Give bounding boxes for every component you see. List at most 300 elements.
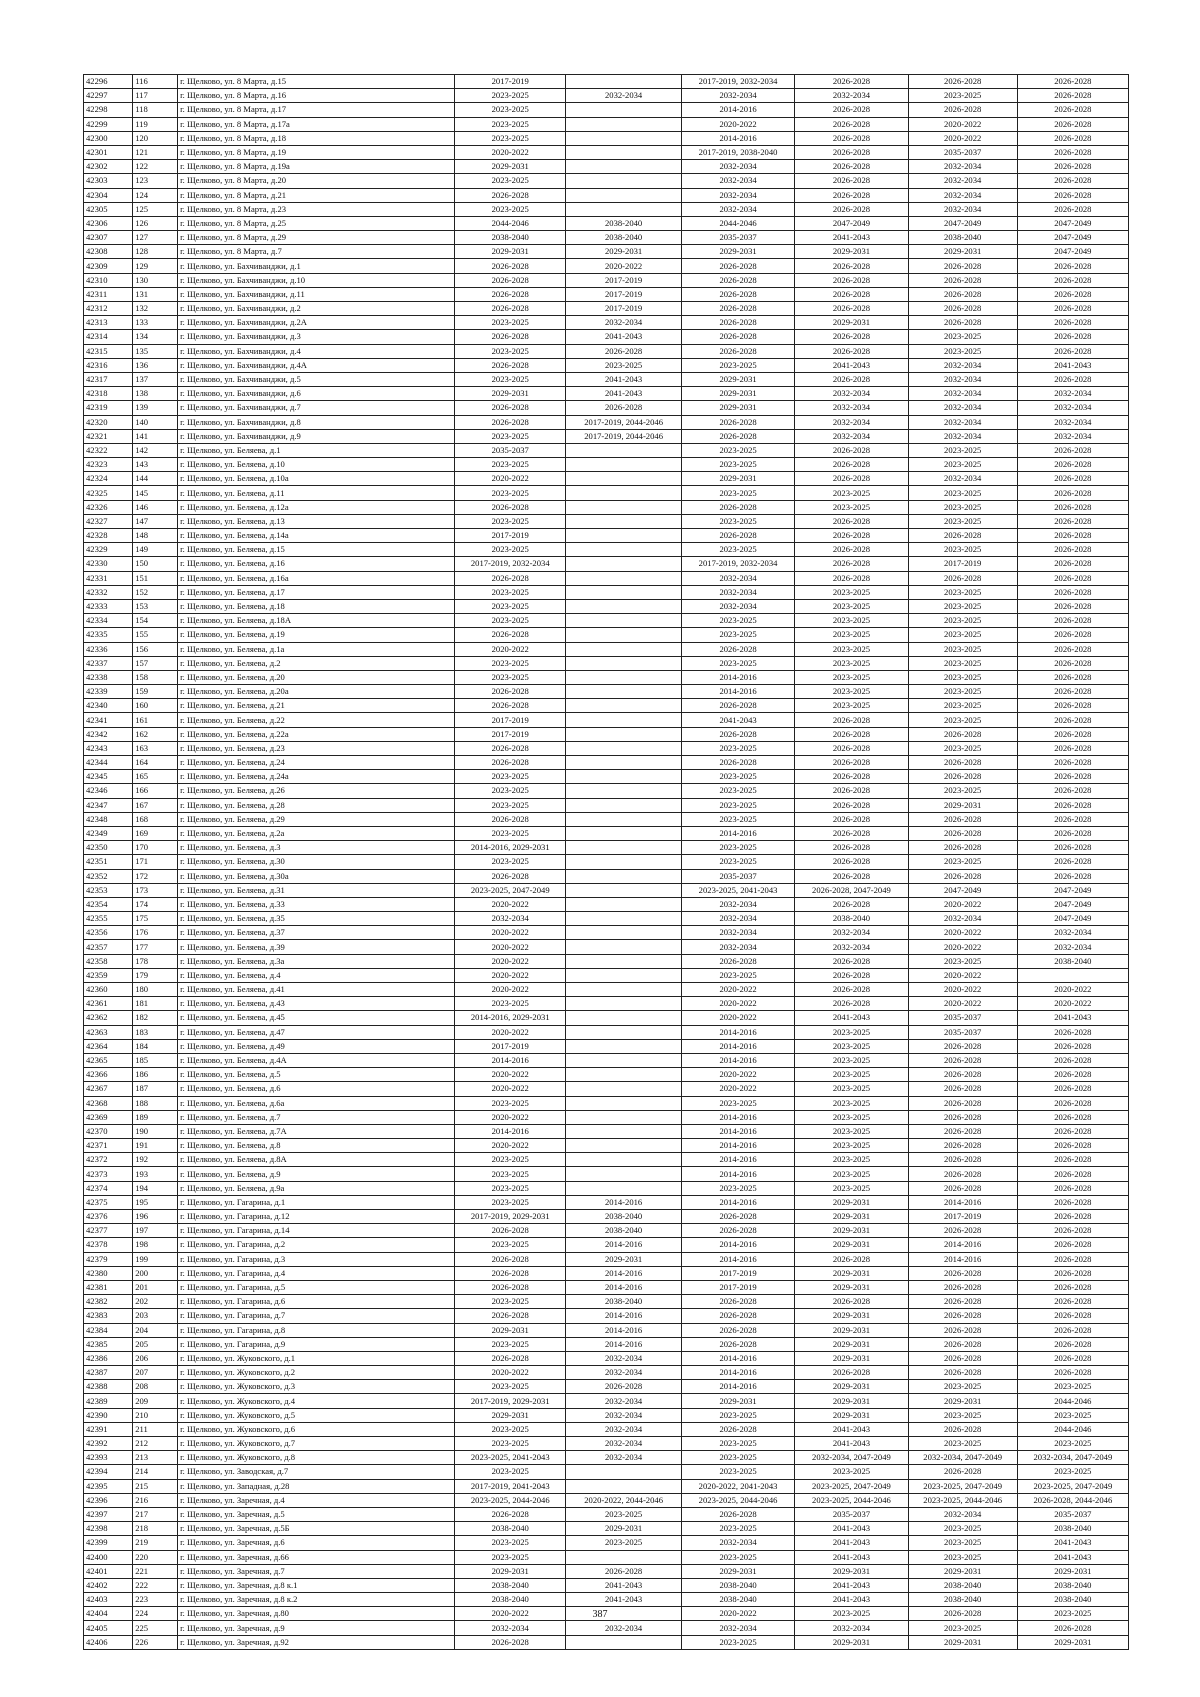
record-id-cell: 42314 [84, 330, 133, 344]
address-cell: г. Щелково, ул. Беляева, д.7А [178, 1124, 455, 1138]
address-cell: г. Щелково, ул. Жуковского, д.5 [178, 1408, 455, 1422]
period-cell: 2029-2031 [795, 1351, 908, 1365]
period-cell: 2017-2019, 2044-2046 [566, 415, 682, 429]
table-row [84, 1252, 1129, 1266]
address-cell: г. Щелково, ул. Гагарина, д.1 [178, 1195, 455, 1209]
table-row [84, 103, 1129, 117]
period-cell: 2032-2034 [1017, 401, 1128, 415]
period-cell: 2017-2019 [908, 1210, 1017, 1224]
period-cell: 2026-2028 [1017, 685, 1128, 699]
period-cell: 2044-2046 [681, 216, 794, 230]
period-cell: 2032-2034 [1017, 387, 1128, 401]
period-cell: 2014-2016 [566, 1266, 682, 1280]
period-cell: 2032-2034 [566, 1394, 682, 1408]
period-cell: 2026-2028 [1017, 727, 1128, 741]
period-cell: 2023-2025 [908, 1621, 1017, 1635]
period-cell: 2014-2016 [566, 1323, 682, 1337]
address-cell: г. Щелково, ул. Беляева, д.20 [178, 670, 455, 684]
table-row [84, 1295, 1129, 1309]
period-cell: 2023-2025 [795, 1082, 908, 1096]
record-id-cell: 42357 [84, 940, 133, 954]
table-row [84, 1224, 1129, 1238]
record-id-cell: 42336 [84, 642, 133, 656]
row-number-cell: 160 [133, 699, 178, 713]
period-cell: 2023-2025 [908, 330, 1017, 344]
period-cell: 2026-2028 [795, 983, 908, 997]
period-cell: 2026-2028 [1017, 826, 1128, 840]
table-row [84, 1210, 1129, 1224]
address-cell: г. Щелково, ул. Беляева, д.16 [178, 557, 455, 571]
record-id-cell: 42315 [84, 344, 133, 358]
period-cell: 2032-2034 [908, 160, 1017, 174]
address-cell: г. Щелково, ул. Бахчиванджи, д.8 [178, 415, 455, 429]
row-number-cell: 215 [133, 1479, 178, 1493]
table-row [84, 571, 1129, 585]
period-cell [566, 1139, 682, 1153]
period-cell: 2029-2031 [795, 1309, 908, 1323]
period-cell: 2026-2028 [1017, 1153, 1128, 1167]
address-cell: г. Щелково, ул. Беляева, д.4А [178, 1053, 455, 1067]
record-id-cell: 42361 [84, 997, 133, 1011]
row-number-cell: 167 [133, 798, 178, 812]
table-row [84, 458, 1129, 472]
period-cell: 2020-2022 [908, 131, 1017, 145]
period-cell: 2026-2028 [681, 302, 794, 316]
period-cell: 2026-2028 [795, 741, 908, 755]
row-number-cell: 169 [133, 826, 178, 840]
row-number-cell: 201 [133, 1280, 178, 1294]
period-cell: 2026-2028 [1017, 855, 1128, 869]
period-cell: 2026-2028 [908, 1422, 1017, 1436]
row-number-cell: 138 [133, 387, 178, 401]
period-cell: 2020-2022 [455, 954, 566, 968]
period-cell: 2038-2040 [908, 231, 1017, 245]
row-number-cell: 226 [133, 1635, 178, 1649]
address-cell: г. Щелково, ул. Гагарина, д.8 [178, 1323, 455, 1337]
period-cell: 2023-2025 [908, 1536, 1017, 1550]
period-cell: 2017-2019 [681, 1280, 794, 1294]
period-cell: 2026-2028 [795, 103, 908, 117]
row-number-cell: 198 [133, 1238, 178, 1252]
period-cell: 2026-2028 [1017, 75, 1128, 89]
period-cell: 2026-2028 [1017, 1096, 1128, 1110]
row-number-cell: 221 [133, 1564, 178, 1578]
table-row [84, 1394, 1129, 1408]
period-cell: 2020-2022 [455, 1366, 566, 1380]
period-cell: 2023-2025 [908, 954, 1017, 968]
table-row [84, 174, 1129, 188]
period-cell: 2029-2031 [681, 401, 794, 415]
period-cell: 2026-2028 [1017, 628, 1128, 642]
period-cell [566, 500, 682, 514]
period-cell [566, 883, 682, 897]
record-id-cell: 42404 [84, 1607, 133, 1621]
period-cell: 2023-2025 [681, 968, 794, 982]
row-number-cell: 186 [133, 1068, 178, 1082]
period-cell: 2026-2028 [908, 287, 1017, 301]
table-row [84, 1507, 1129, 1521]
period-cell: 2026-2028 [1017, 1266, 1128, 1280]
address-cell: г. Щелково, ул. 8 Марта, д.7 [178, 245, 455, 259]
period-cell: 2026-2028 [795, 287, 908, 301]
row-number-cell: 212 [133, 1437, 178, 1451]
record-id-cell: 42345 [84, 770, 133, 784]
row-number-cell: 207 [133, 1366, 178, 1380]
table-row [84, 415, 1129, 429]
period-cell: 2023-2025 [681, 1465, 794, 1479]
record-id-cell: 42347 [84, 798, 133, 812]
period-cell: 2023-2025 [681, 812, 794, 826]
record-id-cell: 42356 [84, 926, 133, 940]
period-cell [566, 812, 682, 826]
period-cell: 2023-2025 [681, 458, 794, 472]
period-cell: 2026-2028 [455, 273, 566, 287]
record-id-cell: 42397 [84, 1507, 133, 1521]
period-cell: 2032-2034 [908, 202, 1017, 216]
period-cell: 2026-2028 [1017, 812, 1128, 826]
table-row [84, 231, 1129, 245]
period-cell: 2026-2028 [1017, 557, 1128, 571]
period-cell: 2026-2028 [455, 869, 566, 883]
record-id-cell: 42401 [84, 1564, 133, 1578]
period-cell: 2026-2028 [1017, 1053, 1128, 1067]
period-cell: 2023-2025 [681, 1181, 794, 1195]
address-cell: г. Щелково, ул. 8 Марта, д.20 [178, 174, 455, 188]
period-cell: 2020-2022 [908, 117, 1017, 131]
record-id-cell: 42376 [84, 1210, 133, 1224]
address-cell: г. Щелково, ул. Бахчиванджи, д.10 [178, 273, 455, 287]
period-cell: 2047-2049 [1017, 245, 1128, 259]
period-cell: 2035-2037 [681, 231, 794, 245]
period-cell: 2026-2028 [1017, 1366, 1128, 1380]
row-number-cell: 219 [133, 1536, 178, 1550]
table-row [84, 1082, 1129, 1096]
table-row [84, 713, 1129, 727]
period-cell: 2026-2028 [681, 330, 794, 344]
row-number-cell: 131 [133, 287, 178, 301]
address-cell: г. Щелково, ул. Заречная, д.8 к.1 [178, 1578, 455, 1592]
row-number-cell: 129 [133, 259, 178, 273]
record-id-cell: 42340 [84, 699, 133, 713]
period-cell: 2023-2025 [795, 699, 908, 713]
address-cell: г. Щелково, ул. Беляева, д.39 [178, 940, 455, 954]
period-cell: 2026-2028 [1017, 614, 1128, 628]
period-cell: 2023-2025 [455, 784, 566, 798]
address-cell: г. Щелково, ул. Заводская, д.7 [178, 1465, 455, 1479]
table-row [84, 1451, 1129, 1465]
period-cell: 2026-2028 [908, 103, 1017, 117]
address-cell: г. Щелково, ул. Беляева, д.43 [178, 997, 455, 1011]
period-cell: 2023-2025 [455, 202, 566, 216]
record-id-cell: 42319 [84, 401, 133, 415]
table-row [84, 628, 1129, 642]
row-number-cell: 157 [133, 656, 178, 670]
row-number-cell: 216 [133, 1493, 178, 1507]
period-cell: 2026-2028 [681, 316, 794, 330]
period-cell [566, 443, 682, 457]
table-row [84, 599, 1129, 613]
period-cell: 2023-2025 [795, 486, 908, 500]
record-id-cell: 42367 [84, 1082, 133, 1096]
period-cell [566, 656, 682, 670]
period-cell: 2017-2019, 2032-2034 [455, 557, 566, 571]
period-cell: 2023-2025 [908, 1380, 1017, 1394]
table-row [84, 1578, 1129, 1592]
record-id-cell: 42389 [84, 1394, 133, 1408]
period-cell: 2023-2025 [795, 1607, 908, 1621]
period-cell [566, 1110, 682, 1124]
period-cell: 2014-2016 [681, 670, 794, 684]
row-number-cell: 163 [133, 741, 178, 755]
period-cell: 2029-2031 [455, 1564, 566, 1578]
period-cell: 2017-2019 [455, 1039, 566, 1053]
row-number-cell: 148 [133, 529, 178, 543]
period-cell: 2032-2034 [681, 174, 794, 188]
address-cell: г. Щелково, ул. 8 Марта, д.17а [178, 117, 455, 131]
table-row [84, 968, 1129, 982]
table-body [84, 75, 1129, 1650]
period-cell: 2038-2040 [455, 1522, 566, 1536]
period-cell: 2032-2034, 2047-2049 [908, 1451, 1017, 1465]
record-id-cell: 42384 [84, 1323, 133, 1337]
period-cell: 2026-2028 [455, 1309, 566, 1323]
period-cell: 2026-2028 [795, 372, 908, 386]
record-id-cell: 42372 [84, 1153, 133, 1167]
period-cell: 2020-2022 [455, 940, 566, 954]
period-cell: 2020-2022 [908, 983, 1017, 997]
period-cell: 2026-2028 [1017, 1167, 1128, 1181]
address-cell: г. Щелково, ул. Беляева, д.11 [178, 486, 455, 500]
period-cell: 2023-2025, 2047-2049 [455, 883, 566, 897]
row-number-cell: 150 [133, 557, 178, 571]
period-cell: 2026-2028 [1017, 642, 1128, 656]
record-id-cell: 42362 [84, 1011, 133, 1025]
period-cell: 2029-2031 [908, 1394, 1017, 1408]
period-cell [566, 160, 682, 174]
record-id-cell: 42316 [84, 358, 133, 372]
period-cell: 2020-2022 [455, 1068, 566, 1082]
address-cell: г. Щелково, ул. Гагарина, д.9 [178, 1337, 455, 1351]
period-cell: 2017-2019, 2044-2046 [566, 429, 682, 443]
row-number-cell: 222 [133, 1578, 178, 1592]
period-cell: 2020-2022, 2044-2046 [566, 1493, 682, 1507]
period-cell [566, 940, 682, 954]
period-cell: 2023-2025 [455, 1337, 566, 1351]
period-cell: 2023-2025 [1017, 1607, 1128, 1621]
period-cell: 2014-2016 [681, 1039, 794, 1053]
table-row [84, 614, 1129, 628]
address-cell: г. Щелково, ул. Заречная, д.4 [178, 1493, 455, 1507]
row-number-cell: 137 [133, 372, 178, 386]
period-cell: 2026-2028 [1017, 670, 1128, 684]
address-cell: г. Щелково, ул. Беляева, д.45 [178, 1011, 455, 1025]
table-row [84, 330, 1129, 344]
period-cell: 2026-2028 [455, 1252, 566, 1266]
address-cell: г. Щелково, ул. Бахчиванджи, д.6 [178, 387, 455, 401]
period-cell: 2014-2016, 2029-2031 [455, 1011, 566, 1025]
period-cell: 2038-2040 [1017, 1522, 1128, 1536]
period-cell: 2026-2028 [566, 1380, 682, 1394]
period-cell: 2038-2040 [455, 1578, 566, 1592]
row-number-cell: 123 [133, 174, 178, 188]
row-number-cell: 147 [133, 514, 178, 528]
period-cell: 2038-2040 [1017, 954, 1128, 968]
period-cell: 2023-2025 [795, 500, 908, 514]
address-cell: г. Щелково, ул. Беляева, д.6 [178, 1082, 455, 1096]
period-cell: 2047-2049 [1017, 912, 1128, 926]
address-cell: г. Щелково, ул. Беляева, д.3 [178, 841, 455, 855]
row-number-cell: 176 [133, 926, 178, 940]
period-cell: 2020-2022 [455, 1082, 566, 1096]
table-row [84, 273, 1129, 287]
period-cell: 2023-2025 [908, 656, 1017, 670]
table-row [84, 1522, 1129, 1536]
table-row [84, 1564, 1129, 1578]
row-number-cell: 141 [133, 429, 178, 443]
period-cell: 2023-2025 [681, 1096, 794, 1110]
period-cell: 2023-2025 [908, 89, 1017, 103]
period-cell: 2026-2028 [795, 1252, 908, 1266]
period-cell: 2023-2025 [795, 670, 908, 684]
period-cell: 2023-2025 [1017, 1465, 1128, 1479]
table-row [84, 869, 1129, 883]
period-cell: 2023-2025 [455, 770, 566, 784]
period-cell: 2026-2028 [1017, 571, 1128, 585]
table-row [84, 1337, 1129, 1351]
period-cell: 2032-2034 [795, 940, 908, 954]
period-cell: 2026-2028 [1017, 316, 1128, 330]
period-cell: 2026-2028 [1017, 529, 1128, 543]
table-row [84, 1323, 1129, 1337]
period-cell: 2029-2031 [455, 1323, 566, 1337]
address-cell: г. Щелково, ул. Беляева, д.20а [178, 685, 455, 699]
period-cell: 2029-2031 [795, 1238, 908, 1252]
table-row [84, 926, 1129, 940]
period-cell: 2023-2025 [795, 642, 908, 656]
record-id-cell: 42297 [84, 89, 133, 103]
period-cell: 2035-2037 [908, 145, 1017, 159]
row-number-cell: 191 [133, 1139, 178, 1153]
row-number-cell: 178 [133, 954, 178, 968]
row-number-cell: 203 [133, 1309, 178, 1323]
row-number-cell: 170 [133, 841, 178, 855]
period-cell: 2029-2031 [795, 1224, 908, 1238]
period-cell: 2026-2028 [1017, 1195, 1128, 1209]
period-cell: 2026-2028 [1017, 1068, 1128, 1082]
period-cell: 2023-2025 [795, 599, 908, 613]
period-cell: 2026-2028 [1017, 344, 1128, 358]
row-number-cell: 199 [133, 1252, 178, 1266]
table-row [84, 1181, 1129, 1195]
period-cell: 2014-2016 [681, 1025, 794, 1039]
period-cell: 2026-2028 [1017, 302, 1128, 316]
period-cell: 2026-2028 [908, 1096, 1017, 1110]
address-cell: г. Щелково, ул. Гагарина, д.14 [178, 1224, 455, 1238]
period-cell: 2029-2031 [795, 1280, 908, 1294]
period-cell: 2023-2025 [681, 358, 794, 372]
period-cell: 2026-2028 [455, 685, 566, 699]
table-row [84, 798, 1129, 812]
period-cell: 2014-2016 [681, 1153, 794, 1167]
period-cell [566, 1479, 682, 1493]
period-cell: 2014-2016 [455, 1053, 566, 1067]
period-cell: 2029-2031 [908, 1635, 1017, 1649]
row-number-cell: 124 [133, 188, 178, 202]
record-id-cell: 42365 [84, 1053, 133, 1067]
period-cell: 2026-2028 [908, 1153, 1017, 1167]
address-cell: г. Щелково, ул. Беляева, д.14а [178, 529, 455, 543]
period-cell [566, 642, 682, 656]
row-number-cell: 202 [133, 1295, 178, 1309]
period-cell [566, 1550, 682, 1564]
period-cell: 2029-2031 [566, 245, 682, 259]
period-cell: 2023-2025 [455, 429, 566, 443]
row-number-cell: 142 [133, 443, 178, 457]
table-row [84, 1351, 1129, 1365]
row-number-cell: 144 [133, 472, 178, 486]
row-number-cell: 195 [133, 1195, 178, 1209]
table-row [84, 1465, 1129, 1479]
period-cell: 2026-2028 [1017, 1280, 1128, 1294]
period-cell: 2023-2025 [455, 103, 566, 117]
period-cell: 2026-2028 [455, 1224, 566, 1238]
period-cell: 2026-2028 [1017, 202, 1128, 216]
period-cell [566, 472, 682, 486]
period-cell: 2026-2028 [795, 443, 908, 457]
period-cell: 2023-2025 [455, 997, 566, 1011]
address-cell: г. Щелково, ул. Жуковского, д.3 [178, 1380, 455, 1394]
period-cell: 2041-2043 [795, 1011, 908, 1025]
period-cell [566, 117, 682, 131]
period-cell: 2029-2031 [795, 1195, 908, 1209]
period-cell: 2032-2034 [1017, 429, 1128, 443]
table-row [84, 770, 1129, 784]
period-cell: 2026-2028 [908, 1607, 1017, 1621]
period-cell: 2026-2028 [795, 770, 908, 784]
period-cell [566, 543, 682, 557]
period-cell: 2023-2025 [455, 1096, 566, 1110]
table-row [84, 812, 1129, 826]
record-id-cell: 42398 [84, 1522, 133, 1536]
period-cell [566, 486, 682, 500]
period-cell: 2026-2028 [795, 713, 908, 727]
period-cell: 2020-2022 [455, 926, 566, 940]
table-row [84, 1280, 1129, 1294]
period-cell: 2047-2049 [795, 216, 908, 230]
record-id-cell: 42394 [84, 1465, 133, 1479]
period-cell: 2026-2028 [566, 401, 682, 415]
record-id-cell: 42299 [84, 117, 133, 131]
period-cell: 2023-2025, 2047-2049 [1017, 1479, 1128, 1493]
period-cell: 2023-2025 [681, 1522, 794, 1536]
period-cell: 2026-2028 [795, 756, 908, 770]
record-id-cell: 42338 [84, 670, 133, 684]
period-cell: 2026-2028 [795, 302, 908, 316]
row-number-cell: 140 [133, 415, 178, 429]
table-row [84, 826, 1129, 840]
period-cell [566, 968, 682, 982]
period-cell: 2044-2046 [455, 216, 566, 230]
address-cell: г. Щелково, ул. Беляева, д.8 [178, 1139, 455, 1153]
period-cell: 2047-2049 [1017, 216, 1128, 230]
period-cell: 2014-2016 [455, 1124, 566, 1138]
table-row [84, 1380, 1129, 1394]
period-cell: 2026-2028 [908, 826, 1017, 840]
period-cell: 2029-2031 [908, 798, 1017, 812]
address-cell: г. Щелково, ул. Беляева, д.9 [178, 1167, 455, 1181]
period-cell: 2038-2040 [566, 1210, 682, 1224]
row-number-cell: 125 [133, 202, 178, 216]
